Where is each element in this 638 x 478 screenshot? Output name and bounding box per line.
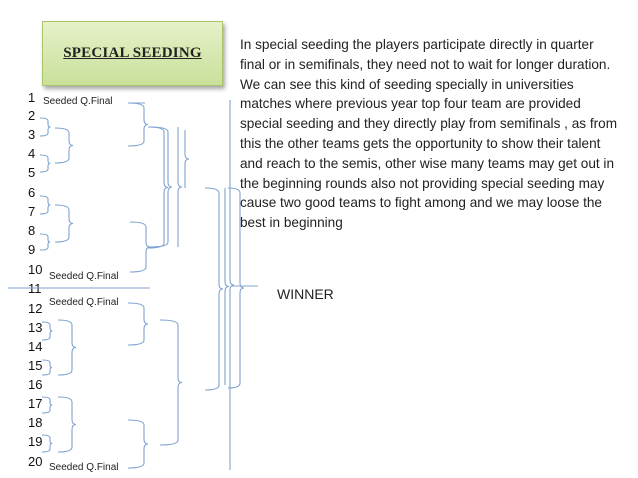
seeded-qfinal-label: Seeded Q.Final — [49, 297, 119, 308]
bracket-brace — [128, 103, 148, 146]
bracket-brace — [205, 188, 223, 390]
bracket-brace — [230, 100, 234, 470]
bracket-brace — [148, 127, 168, 248]
bracket-brace — [130, 222, 150, 272]
bracket-brace — [40, 155, 50, 172]
seed-number: 12 — [28, 301, 43, 316]
bracket-brace — [42, 435, 52, 452]
bracket-brace — [42, 322, 52, 340]
seed-number: 2 — [28, 108, 36, 123]
seeded-qfinal-label: Seeded Q.Final — [49, 462, 119, 473]
seed-number: 3 — [28, 127, 36, 142]
bracket-brace — [128, 420, 148, 468]
seed-number: 7 — [28, 204, 36, 219]
winner-label: WINNER — [277, 286, 334, 302]
seeded-qfinal-label: Seeded Q.Final — [43, 96, 113, 107]
bracket-brace — [128, 303, 148, 345]
seed-number: 1 — [28, 90, 36, 105]
bracket-brace — [55, 128, 73, 163]
bracket-brace — [150, 127, 172, 247]
seed-number: 19 — [28, 434, 43, 449]
seed-number: 4 — [28, 146, 36, 161]
bracket-brace — [160, 320, 182, 445]
seed-number: 11 — [28, 281, 42, 296]
seed-number: 20 — [28, 454, 43, 469]
bracket-brace — [40, 234, 50, 250]
bracket-brace — [225, 188, 229, 385]
bracket-brace — [40, 196, 50, 214]
seed-number: 9 — [28, 242, 36, 257]
seed-number: 16 — [28, 377, 43, 392]
bracket-brace — [178, 127, 182, 247]
bracket-brace — [58, 397, 76, 452]
seed-number: 5 — [28, 165, 36, 180]
seed-number: 14 — [28, 339, 43, 354]
seed-number: 13 — [28, 320, 43, 335]
bracket-brace — [42, 397, 52, 413]
description-text: In special seeding the players participate directly in quarter final or in semifinals, they need not to wait for longer duration. We can see this kind of seeding specially in universities matches where previous year top four team are provided special seeding and they directly play from semifinals , as from this the other teams gets the opportunity to show their talent and reach to the semis, other wise many teams may get out in the beginning rounds also not providing special seeding may cause two good teams to fight among and we may loose the best in beginning — [240, 37, 618, 231]
bracket-brace — [40, 118, 50, 136]
bracket-brace — [185, 130, 189, 188]
seeded-qfinal-label: Seeded Q.Final — [49, 271, 119, 282]
seed-number: 17 — [28, 396, 43, 411]
bracket-brace — [55, 205, 73, 242]
seed-number: 18 — [28, 415, 43, 430]
seed-number: 8 — [28, 223, 36, 238]
seed-number: 6 — [28, 185, 36, 200]
bracket-brace — [42, 360, 52, 375]
bracket-brace — [58, 320, 76, 375]
diagram-title: SPECIAL SEEDING — [63, 45, 202, 61]
seed-number: 10 — [28, 262, 43, 277]
seed-number: 15 — [28, 358, 43, 373]
